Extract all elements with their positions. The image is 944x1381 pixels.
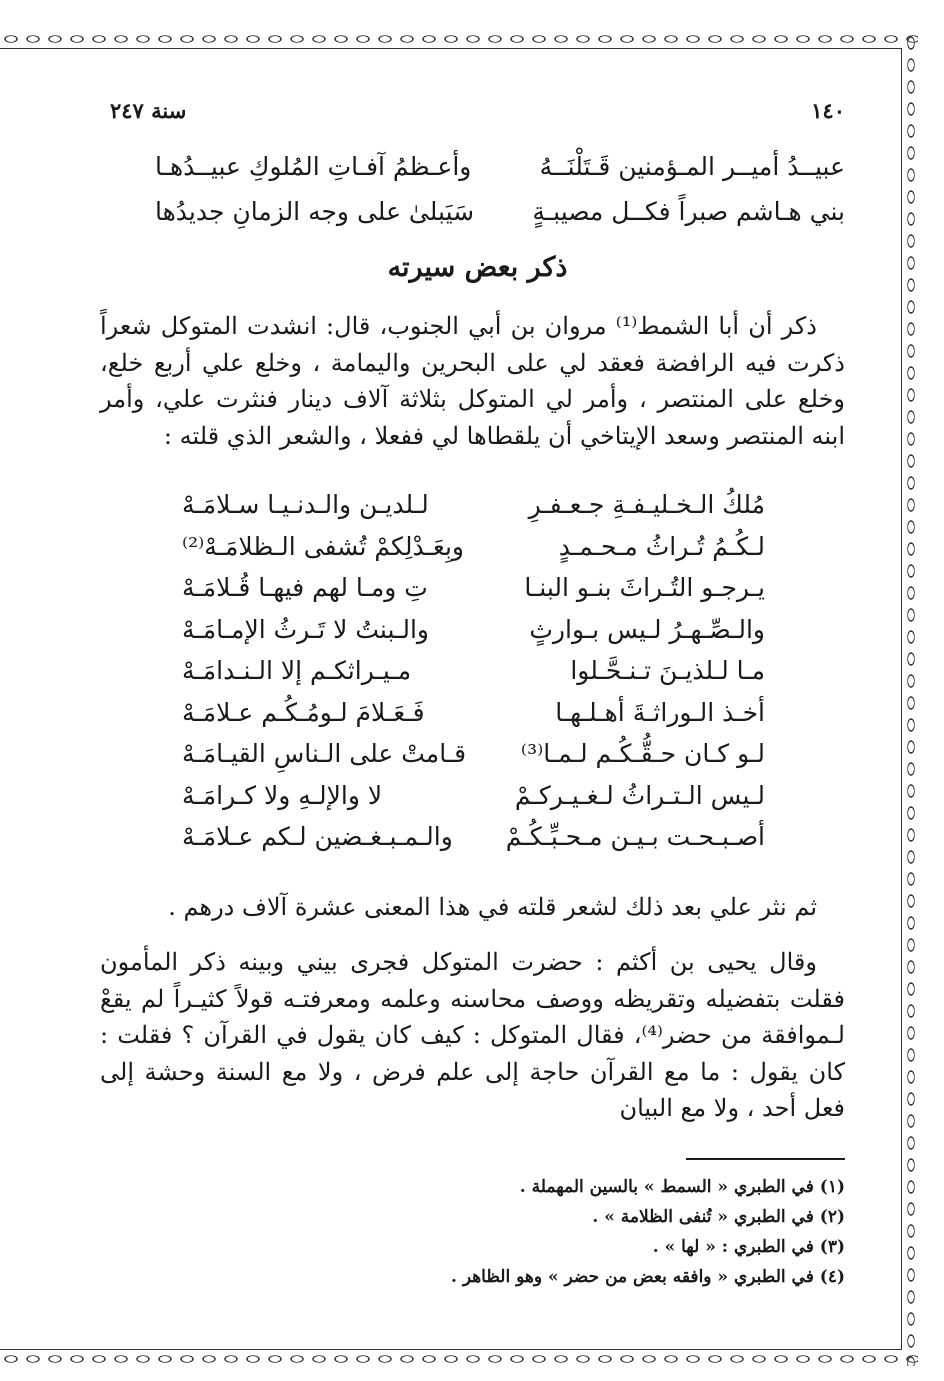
page-number: ١٤٠ [811, 98, 845, 123]
verse-second-hemistich: مـيـراثكـم إلا الـنـدامَـهْ [182, 656, 412, 685]
year-label: سنة ٢٤٧ [110, 98, 187, 123]
border-rule-right [901, 48, 902, 1350]
paragraph-intro [100, 308, 845, 454]
verse-first-hemistich: بني هـاشم صبراً فكــل مصيبـةٍ [532, 197, 845, 226]
verse-second-hemistich: والـمـبـغـضين لـكم عـلامَـهْ [182, 822, 453, 851]
footnote-item: (٣) في الطبري : « لها » . [652, 1237, 845, 1257]
verse-first-hemistich: أخـذ الـوراثـةَ أهـلـهـا [555, 697, 765, 727]
footnote-item: (١) في الطبري « السمط » بالسين المهملة . [519, 1177, 845, 1197]
verse-line [100, 781, 845, 823]
footnote-item: (٤) في الطبري « وافقه بعض من حضر » وهو الظاهر . [450, 1267, 845, 1287]
verse-second-hemistich: فَـعَـلامَ لـومُـكُـم عـلامَـهْ [182, 697, 425, 727]
paragraph-after-poem [100, 889, 845, 926]
verse-line [100, 739, 845, 781]
verse-line [100, 532, 845, 574]
verse-second-hemistich: سَيَبلىٰ على وجه الزمانِ جديدُها [155, 197, 475, 226]
footnotes [110, 1172, 845, 1292]
verse-first-hemistich: لـيس الـتـراثُ لـغـيـركـمْ [514, 780, 765, 810]
verse-line [100, 490, 845, 532]
verse-second-hemistich: تِ ومـا لهم فيهـا قُـلامَـهْ [182, 573, 428, 602]
verse-first-hemistich: يـرجـو التُـراثَ بنـو البنـا [524, 573, 765, 602]
verse-line [100, 698, 845, 740]
verse-first-hemistich: عبيــدُ أميــر المـؤمنين قَـتَلْنَــهُ [539, 152, 845, 181]
verse-second-hemistich: والـبنتُ لا تَـرثُ الإمـامَـهْ [182, 614, 429, 644]
footnote-divider [686, 1158, 845, 1160]
opening-verses [100, 152, 845, 242]
ornamental-border-bottom [0, 1352, 918, 1366]
verse-second-hemistich: وبِعَـدْلِكمْ تُشفى الـظلامَـهْ⁽²⁾ [182, 531, 464, 561]
verse-first-hemistich: مـا لـلذيـنَ تـنـحَّـلوا [570, 656, 765, 685]
ornamental-border-right [904, 32, 918, 1366]
paragraph-text: وقال يحيى بن أكثم : حضرت المتوكل فجرى بيني وبينه ذكر المأمون فقلت بتفضيله وتقريظه ووصف محاسنه وعلمه ومعرفتـه قولاً كثيـراً لم يقعْ لـموافقة من حضر⁽⁴⁾، فقال المتوكل : كيف كان يقول في القرآن ؟ فقلت : كان يقول : ما مع القرآن حاجة إلى علم فرض ، ولا مع السنة وحشة إلى فعل أحد ، ولا مع البيان [100, 948, 845, 1122]
paragraph-text: ثم نثر علي بعد ذلك لشعر قلته في هذا المعنى عشرة آلاف درهم . [168, 893, 817, 921]
verse-second-hemistich: لا والإلـهِ ولا كـرامَـهْ [182, 780, 383, 810]
verse-first-hemistich: لـو كـان حـقُّـكُـم لـمـا⁽³⁾ [520, 739, 765, 768]
verse-line [100, 615, 845, 657]
verse-line [100, 822, 845, 864]
verse-second-hemistich: قـامتْ على الـناسِ القيـامَـهْ [182, 739, 467, 768]
section-title: ذكر بعض سيرته [387, 252, 568, 283]
verse-first-hemistich: لـكُـمُ تُـراثُ مـحـمـدٍ [558, 531, 765, 561]
paragraph-yahya [100, 944, 845, 1127]
verse-line [100, 573, 845, 615]
verse-line [100, 152, 845, 197]
page-header [110, 98, 845, 132]
verse-second-hemistich: وأعـظمُ آفـاتِ المُلوكِ عبيــدُهـا [155, 152, 472, 181]
paragraph-text: ذكر أن أبا الشمط⁽¹⁾ مروان بن أبي الجنوب، قال: انشدت المتوكل شعراً ذكرت فيه الرافضة فعقد لي على البحرين واليمامة ، وخلع علي أربع خلع، وخلع على المنتصر ، وأمر لي المتوكل بثلاثة آلاف دينار فنثرت علي، وأمر ابنه المنتصر وسعد الإيتاخي أن يلقطاها لي ففعلا ، والشعر الذي قلته : [100, 312, 845, 450]
verse-line [100, 197, 845, 242]
footnote-item: (٢) في الطبري « تُنفى الظلامة » . [592, 1207, 845, 1227]
main-verses [100, 490, 845, 864]
ornamental-border-top [0, 32, 918, 46]
border-rule-bottom [0, 1349, 902, 1350]
border-rule-top [0, 48, 902, 49]
verse-second-hemistich: لـلديـن والـدنـيـا سـلامَـهْ [182, 490, 429, 519]
verse-line [100, 656, 845, 698]
verse-first-hemistich: والـصِّـهـرُ لـيس بـوارثٍ [529, 614, 765, 644]
verse-first-hemistich: أصـبـحـت بـيـن مـحـبِّـكُـمْ [505, 822, 765, 851]
verse-first-hemistich: مُلكُ الـخـليـفـةِ جـعـفـرِ [528, 490, 765, 519]
